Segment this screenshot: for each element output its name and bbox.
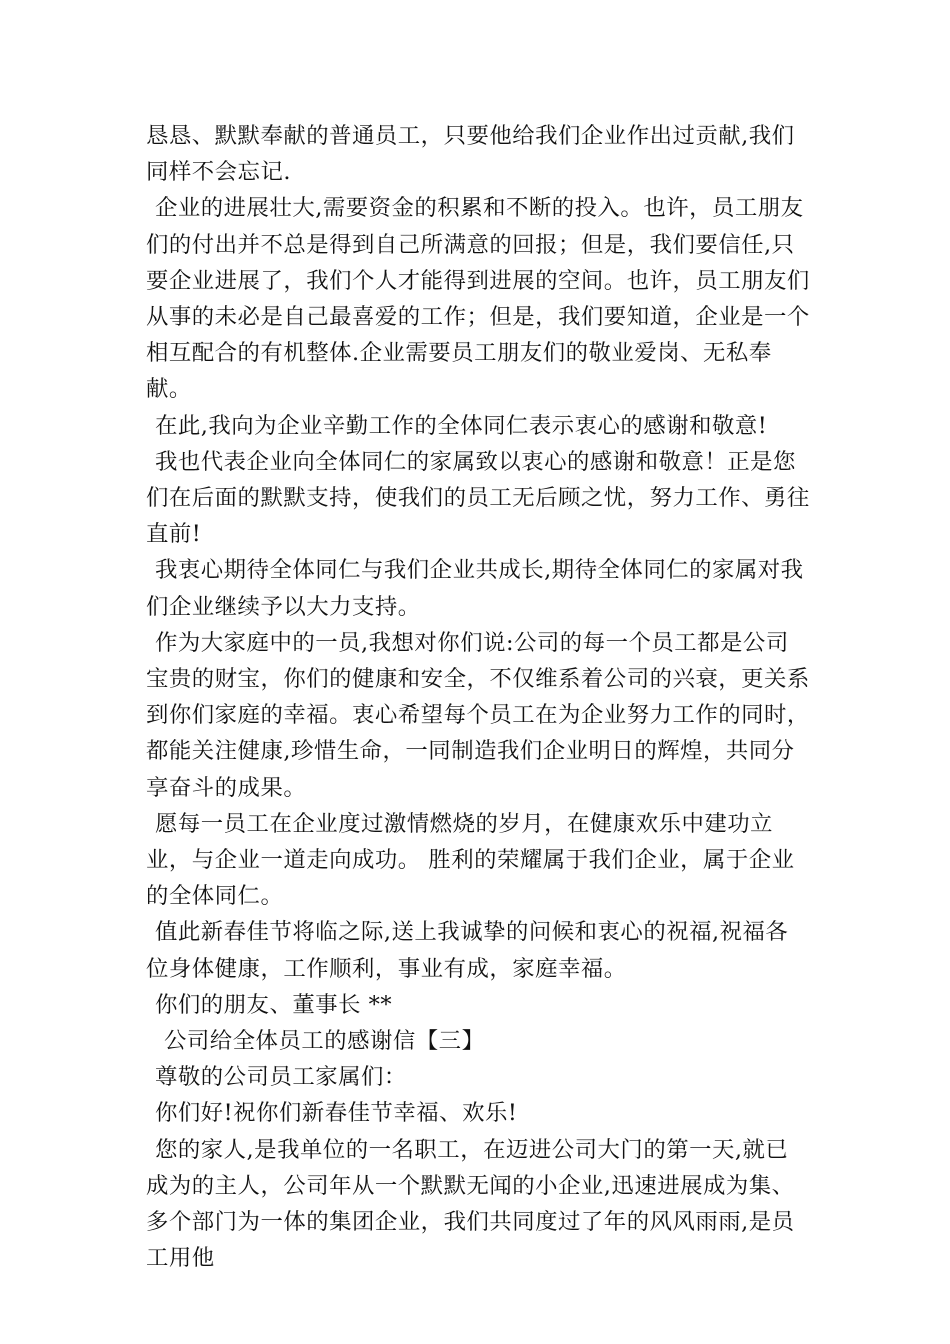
greeting: 你们好!祝你们新春佳节幸福、欢乐!: [155, 1100, 518, 1127]
salutation: 尊敬的公司员工家属们：: [155, 1064, 407, 1091]
paragraph-new-year-blessing: 值此新春佳节将临之际,送上我诚挚的问候和衷心的祝福,祝福各位身体健康，工作顺利，事业有成，家庭幸福。: [146, 919, 789, 982]
paragraph-expectation: 我衷心期待全体同仁与我们企业共成长,期待全体同仁的家属对我们企业继续予以大力支持。: [146, 557, 804, 620]
paragraph-thanks-colleagues: 在此,我向为企业辛勤工作的全体同仁表示衷心的感谢和敬意!: [155, 412, 768, 439]
paragraph-health: 作为大家庭中的一员,我想对你们说:公司的每一个员工都是公司宝贵的财宝，你们的健康和安全，不仅维系着公司的兴衰，更关系到你们家庭的幸福。衷心希望每个员工在为企业努力工作的同时，都能关注健康,珍惜生命，一同制造我们企业明日的辉煌，共同分享奋斗的成果。: [146, 629, 810, 801]
paragraph-thanks-families: 我也代表企业向全体同仁的家属致以衷心的感谢和敬意！正是您们在后面的默默支持，使我们的员工无后顾之忧，努力工作、勇往直前!: [146, 448, 810, 548]
paragraph-growth: 企业的进展壮大,需要资金的积累和不断的投入。也许，员工朋友们的付出并不总是得到自己所满意的回报；但是，我们要信任,只要企业进展了，我们个人才能得到进展的空间。也许，员工朋友们从事的未必是自己最喜爱的工作；但是，我们要知道，企业是一个相互配合的有机整体.企业需要员工朋友们的敬业爱岗、无私奉献。: [146, 195, 810, 403]
paragraph-family-member: 您的家人,是我单位的一名职工，在迈进公司大门的第一天,就已成为的主人，公司年从一个默默无闻的小企业,迅速进展成为集、多个部门为一体的集团企业，我们共同度过了年的风风雨雨,是员工用他: [146, 1136, 795, 1272]
paragraph-contribution: 恳恳、默默奉献的普通员工，只要他给我们企业作出过贡献,我们同样不会忘记.: [146, 123, 795, 186]
paragraph-wishes: 愿每一员工在企业度过激情燃烧的岁月，在健康欢乐中建功立业，与企业一道走向成功。 胜利的荣耀属于我们企业，属于企业的全体同仁。: [146, 810, 795, 910]
document-body: [146, 118, 810, 1277]
section-title: 公司给全体员工的感谢信【三】: [164, 1028, 485, 1055]
signature-line: 你们的朋友、董事长 **: [155, 991, 393, 1018]
